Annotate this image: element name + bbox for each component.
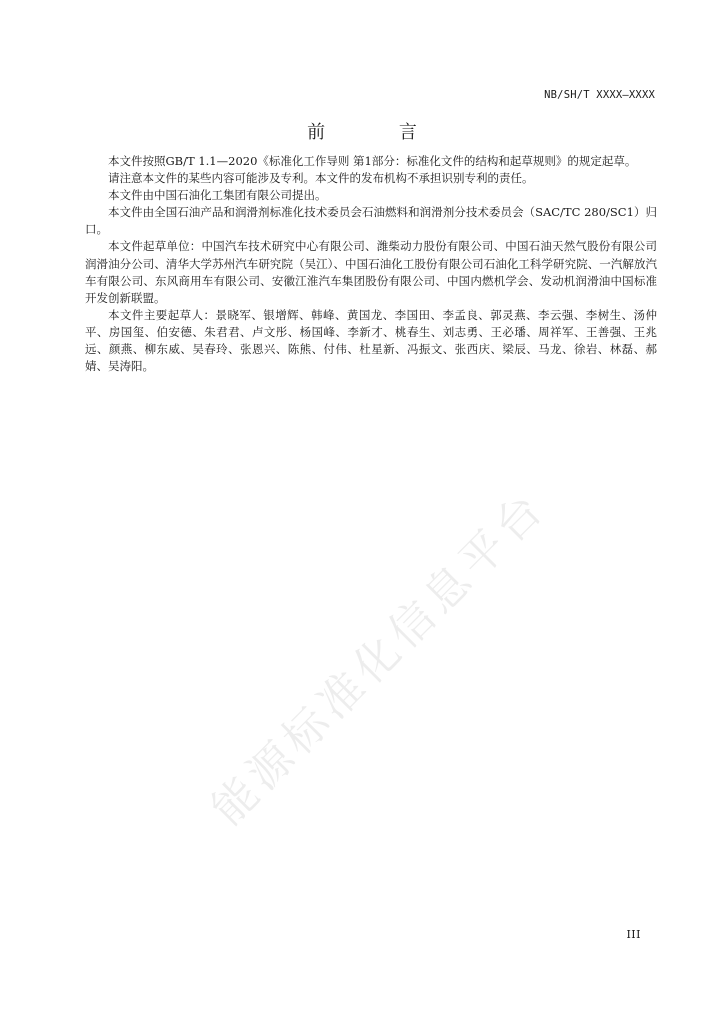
document-code: NB/SH/T XXXX—XXXX: [544, 89, 655, 101]
paragraph-proposer: 本文件由中国石油化工集团有限公司提出。: [108, 188, 327, 203]
paragraph-drafting-rules: 本文件按照GB/T 1.1—2020《标准化工作导则 第1部分：标准化文件的结构和起草规则》的规定起草。: [108, 154, 637, 168]
page-number: III: [626, 928, 641, 941]
foreword-body: [85, 153, 657, 375]
paragraph-drafters: 本文件主要起草人：景晓军、银增辉、韩峰、黄国龙、李国田、李孟良、郭灵燕、李云强、李树生、汤仲平、房国玺、伯安德、朱君君、卢文彤、杨国峰、李新才、桃春生、刘志勇、王必璠、周祥军、王善强、王兆远、颜燕、柳东威、吴春玲、张恩兴、陈熊、付伟、杜星新、冯振文、张西庆、梁辰、马龙、徐岩、林磊、郝婧、吴涛阳。: [85, 307, 657, 374]
watermark: 能源标准化信息平台: [202, 481, 557, 836]
paragraph-patent-notice: 请注意本文件的某些内容可能涉及专利。本文件的发布机构不承担识别专利的责任。: [108, 171, 534, 186]
page-title: 前 言: [307, 122, 451, 143]
paragraph-drafting-units: 本文件起草单位：中国汽车技术研究中心有限公司、潍柴动力股份有限公司、中国石油天然气股份有限公司润滑油分公司、清华大学苏州汽车研究院（吴江）、中国石油化工股份有限公司石油化工科学研究院、一汽解放汽车有限公司、东风商用车有限公司、安徽江淮汽车集团股份有限公司、中国内燃机学会、发动机润滑油中国标准开发创新联盟。: [85, 239, 657, 305]
paragraph-committee: 本文件由全国石油产品和润滑剂标准化技术委员会石油燃料和润滑剂分技术委员会（SAC/TC 280/SC1）归口。: [85, 205, 657, 237]
